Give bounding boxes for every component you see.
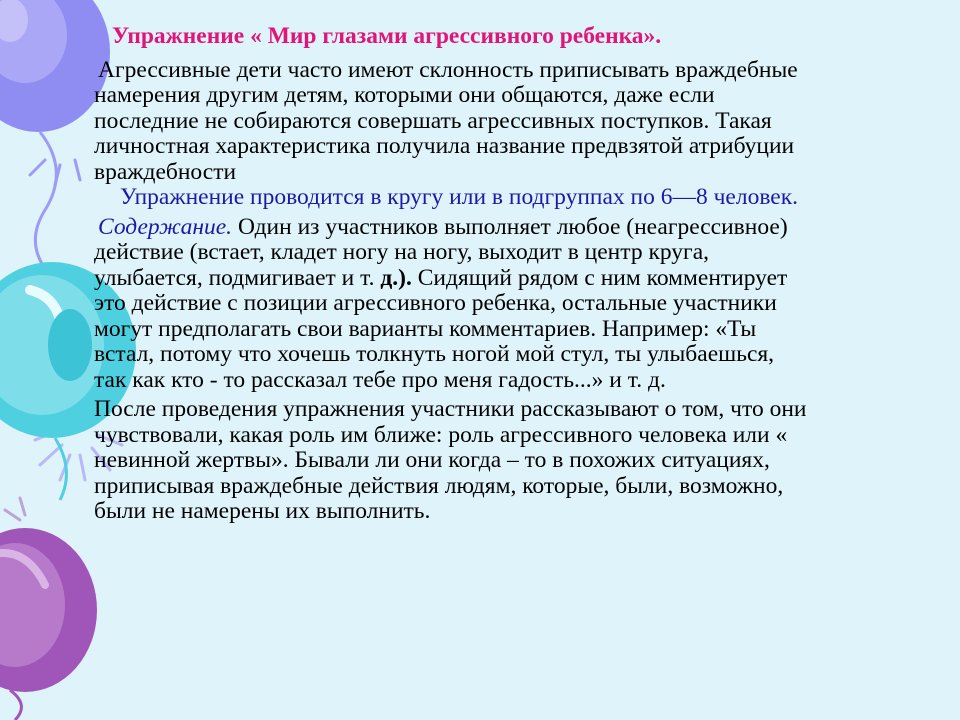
text-line: встал, потому что хочешь толкнуть ногой мой стул, ты улыбаешься, <box>94 341 775 367</box>
text-line: приписывая враждебные действия людям, которые, были, возможно, <box>94 472 784 499</box>
text-line: действие (встает, кладет ногу на ногу, выходит в центр круга, <box>94 239 709 265</box>
slide-body <box>90 24 902 525</box>
text-line: личностная характеристика получила название предвзятой атрибуции <box>94 133 795 159</box>
text-line: После проведения упражнения участники рассказывают о том, что они <box>94 396 807 422</box>
text-line: враждебности <box>94 158 237 185</box>
sparkle-burst-bottom <box>5 498 25 520</box>
text-line <box>94 266 902 292</box>
text-line: чувствовали, какая роль им ближе: роль агрессивного человека или « <box>94 421 788 448</box>
content-paragraph <box>90 215 902 394</box>
intro-paragraph <box>90 58 902 186</box>
text-line: были не намерены их выполнить. <box>94 498 431 524</box>
text-line: так как кто - то рассказал тебе про меня гадость...» и т. д. <box>94 366 666 393</box>
slide-title: Упражнение « Мир глазами агрессивного ребенка». <box>112 23 662 49</box>
after-paragraph <box>90 397 902 525</box>
content-text: Сидящий рядом с ним комментирует <box>411 264 788 291</box>
text-line: могут предполагать свои варианты комментариев. Например: «Ты <box>94 315 757 342</box>
group-note: Упражнение проводится в кругу или в подгруппах по 6—8 человек. <box>120 184 799 210</box>
text-line: намерения другим детям, которыми они общаются, даже если <box>94 82 715 108</box>
text-line: последние не собираются совершать агрессивных поступков. Такая <box>94 107 772 134</box>
content-text: улыбается, подмигивает и т. <box>94 264 381 291</box>
content-label: Содержание. <box>98 213 233 240</box>
text-line <box>94 215 902 241</box>
text-line: это действие с позиции агрессивного ребенка, остальные участники <box>94 290 777 316</box>
text-line: Агрессивные дети часто имеют склонность приписывать враждебные <box>98 56 798 83</box>
purple-balloon <box>0 528 97 720</box>
content-text: Один из участников выполняет любое (неагрессивное) <box>232 213 788 240</box>
content-text-bold: д.). <box>380 264 412 291</box>
text-line: невинной жертвы». Бывали ли они когда – то в похожих ситуациях, <box>94 447 770 473</box>
